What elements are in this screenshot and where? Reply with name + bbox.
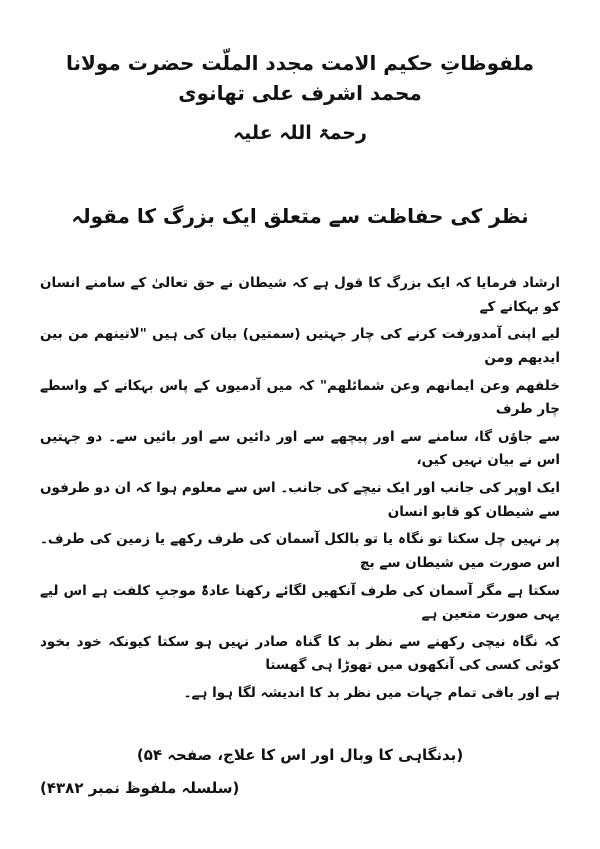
body-line: سکتا ہے مگر آسمان کی طرف آنکھیں لگائے رکھنا عادۃً موجبِ کلفت ہے اس لیے یہی صورت متعین ہے <box>40 582 560 623</box>
body-line: ہے اور باقی تمام جہات میں نظر بد کا اندیشہ لگا ہوا ہے۔ <box>183 685 560 701</box>
body-text <box>40 272 560 706</box>
title-honorific: رحمۃ اللہ علیہ <box>233 122 367 144</box>
body-line: پر نہیں چل سکتا تو نگاہ یا تو بالکل آسمان کی طرف رکھے یا زمین کی طرف۔ اس صورت میں شیطان سے بچ <box>40 531 560 571</box>
source-reference: (بدنگاہی کا وبال اور اس کا علاج، صفحہ ۵۴) <box>136 745 464 764</box>
body-line: سے جاؤں گا، سامنے سے اور پیچھے سے اور دائیں سے اور بائیں سے۔ دو جہتیں اس نے بیان نہیں کیں، <box>40 428 560 469</box>
body-line: ایک اوپر کی جانب اور ایک نیچے کی جانب۔ اس سے معلوم ہوا کہ ان دو طرفوں سے شیطان کو قابو انسان <box>40 480 560 520</box>
body-line: ارشاد فرمایا کہ ایک بزرگ کا قول ہے کہ شیطان نے حق تعالیٰ کے سامنے انسان کو بہکانے کے <box>40 275 560 315</box>
body-line: لیے اپنی آمدورفت کرنے کی چار جہتیں (سمتیں) بیان کی ہیں "لاتینھم من بین ایدیھم ومن <box>40 326 560 366</box>
series-number-row <box>40 778 560 797</box>
page-title: ملفوظاتِ حکیم الامت مجدد الملّت حضرت مولانا محمد اشرف علی تھانوی <box>65 51 535 105</box>
series-number: (سلسلہ ملفوظ نمبر ۴۳۸۲) <box>40 778 240 797</box>
body-line: خلفھم وعن ایمانھم وعن شمائلھم" کہ میں آدمیوں کے پاس بہکانے کے واسطے چار طرف <box>40 377 560 418</box>
section-heading: نظر کی حفاظت سے متعلق ایک بزرگ کا مقولہ <box>71 204 529 228</box>
body-line: کہ نگاہ نیچی رکھنے سے نظر بد کا گناہ صادر نہیں ہو سکتا کیونکہ خود بخود کوئی کسی کی آنکھوں میں تھوڑا ہی گھستا <box>40 633 560 674</box>
